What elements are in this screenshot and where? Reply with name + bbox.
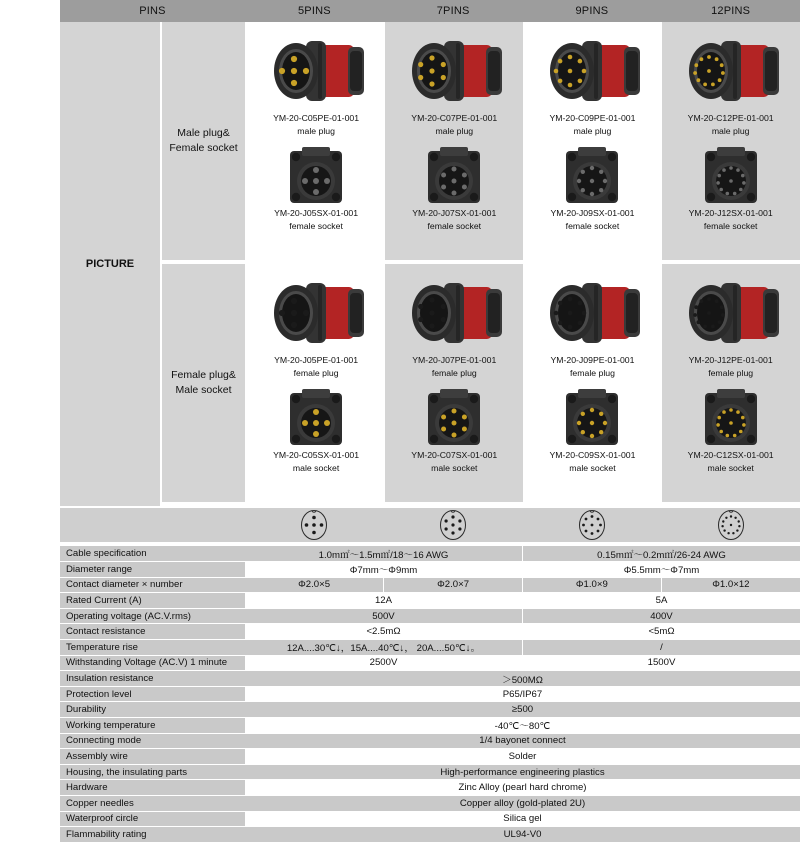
spec-row-value: Φ1.0×12	[661, 577, 800, 593]
product-part-number: YM-20-J12PE-01-001 female plug	[689, 354, 773, 379]
picture-group-label	[162, 264, 245, 502]
picture-section-label: PICTURE	[60, 22, 160, 506]
spec-row-value: 1500V	[523, 655, 800, 671]
spec-row-label: Contact diameter × number	[60, 577, 245, 593]
spec-row	[60, 780, 800, 796]
header-cell-7pins: 7PINS	[384, 0, 523, 22]
spec-row-label: Flammability rating	[60, 827, 245, 843]
connector-socket-image	[414, 387, 494, 449]
spec-row-value: 5A	[523, 593, 800, 609]
spec-row-label: Hardware	[60, 780, 245, 796]
spec-row-label: Protection level	[60, 686, 245, 702]
product-part-number: YM-20-C12PE-01-001 male plug	[688, 112, 774, 137]
spec-row-value: 12A	[245, 593, 523, 609]
spec-row-value: ＞500MΩ	[245, 671, 800, 687]
spec-row	[60, 671, 800, 687]
table-header-row	[60, 0, 800, 22]
spec-row-label: Operating voltage (AC.V.rms)	[60, 608, 245, 624]
picture-group-row	[162, 264, 800, 502]
spec-row-value: <2.5mΩ	[245, 624, 523, 640]
product-kind-label: male plug	[411, 125, 497, 138]
spec-row	[60, 624, 800, 640]
spec-row-value: Φ2.0×7	[384, 577, 523, 593]
spec-row	[60, 796, 800, 812]
spec-row-value: Copper alloy (gold-plated 2U)	[245, 796, 800, 812]
spec-row	[60, 764, 800, 780]
connector-plug-image	[260, 30, 372, 112]
connector-socket-image	[276, 387, 356, 449]
pin-pattern-icon	[523, 509, 662, 541]
picture-group-label	[162, 22, 245, 260]
picture-group-label-line1: Female plug&	[171, 368, 236, 383]
product-kind-label: female plug	[550, 367, 634, 380]
spec-row-label: Connecting mode	[60, 733, 245, 749]
product-part-number: YM-20-J05SX-01-001 female socket	[274, 207, 358, 232]
header-cell-9pins: 9PINS	[523, 0, 662, 22]
spec-row-value: 400V	[523, 608, 800, 624]
spec-row-label: Rated Current (A)	[60, 593, 245, 609]
spec-row-value: Φ7mm～Φ9mm	[245, 562, 523, 578]
product-part-number: YM-20-J07PE-01-001 female plug	[412, 354, 496, 379]
product-cell[interactable]	[385, 264, 523, 502]
product-part-number: YM-20-C05SX-01-001 male socket	[273, 449, 359, 474]
spec-row	[60, 718, 800, 734]
pin-pattern-icon	[384, 509, 523, 541]
spec-row-value: 12A....30℃↓，15A....40℃↓， 20A....50℃↓。	[245, 640, 523, 656]
product-kind-label: male socket	[273, 462, 359, 475]
spec-row	[60, 733, 800, 749]
pin-pattern-row	[60, 508, 800, 542]
product-cell[interactable]	[662, 22, 800, 260]
connector-socket-image	[414, 145, 494, 207]
product-kind-label: male plug	[688, 125, 774, 138]
product-cell[interactable]	[385, 22, 523, 260]
product-kind-label: female socket	[412, 220, 496, 233]
product-kind-label: male socket	[549, 462, 635, 475]
spec-row-label: Durability	[60, 702, 245, 718]
connector-socket-image	[276, 145, 356, 207]
product-cell[interactable]	[247, 22, 385, 260]
spec-row-value: High-performance engineering plastics	[245, 764, 800, 780]
product-part-number: YM-20-C07PE-01-001 male plug	[411, 112, 497, 137]
product-kind-label: male socket	[411, 462, 497, 475]
spec-row-value: ≥500	[245, 702, 800, 718]
product-kind-label: male plug	[549, 125, 635, 138]
spec-row-value: 0.15m㎡～0.2m㎡/26-24 AWG	[523, 546, 800, 562]
spec-row-value: UL94-V0	[245, 827, 800, 843]
picture-group-row	[162, 22, 800, 260]
pin-pattern-icon	[661, 509, 800, 541]
spec-row	[60, 546, 800, 562]
spec-row-label: Temperature rise	[60, 640, 245, 656]
product-part-number: YM-20-C05PE-01-001 male plug	[273, 112, 359, 137]
spec-row-value: Solder	[245, 749, 800, 765]
product-cell[interactable]	[523, 264, 661, 502]
product-kind-label: female plug	[412, 367, 496, 380]
spec-row-value: 500V	[245, 608, 523, 624]
connector-plug-image	[536, 272, 648, 354]
spec-row-value: Φ1.0×9	[523, 577, 662, 593]
spec-row-value: -40℃～80℃	[245, 718, 800, 734]
specification-table-wrap	[0, 545, 800, 843]
product-kind-label: male plug	[273, 125, 359, 138]
spec-row-value: Φ5.5mm～Φ7mm	[523, 562, 800, 578]
connector-plug-image	[675, 30, 787, 112]
picture-group-label-line2: Female socket	[169, 141, 237, 156]
spec-row	[60, 655, 800, 671]
spec-row-label: Cable specification	[60, 546, 245, 562]
spec-row	[60, 577, 800, 593]
picture-section	[60, 22, 800, 506]
spec-row	[60, 562, 800, 578]
spec-row	[60, 686, 800, 702]
connector-socket-image	[691, 145, 771, 207]
product-part-number: YM-20-J05PE-01-001 female plug	[274, 354, 358, 379]
picture-group-label-line2: Male socket	[175, 383, 231, 398]
spec-row-value: Silica gel	[245, 811, 800, 827]
product-cell[interactable]	[523, 22, 661, 260]
product-kind-label: female plug	[689, 367, 773, 380]
spec-row-label: Waterproof circle	[60, 811, 245, 827]
product-part-number: YM-20-J09PE-01-001 female plug	[550, 354, 634, 379]
spec-row-value: <5mΩ	[523, 624, 800, 640]
spec-row-value: /	[523, 640, 800, 656]
header-cell-12pins: 12PINS	[661, 0, 800, 22]
product-cell[interactable]	[247, 264, 385, 502]
spec-row	[60, 827, 800, 843]
spec-row-value: 1/4 bayonet connect	[245, 733, 800, 749]
picture-rows	[162, 22, 800, 506]
product-part-number: YM-20-J07SX-01-001 female socket	[412, 207, 496, 232]
specification-table	[60, 546, 800, 843]
product-part-number: YM-20-C12SX-01-001 male socket	[688, 449, 774, 474]
connector-plug-image	[398, 30, 510, 112]
product-kind-label: female socket	[689, 220, 773, 233]
product-part-number: YM-20-J12SX-01-001 female socket	[689, 207, 773, 232]
product-part-number: YM-20-C07SX-01-001 male socket	[411, 449, 497, 474]
picture-group-label-line1: Male plug&	[177, 126, 230, 141]
connector-socket-image	[552, 145, 632, 207]
spec-row-label: Diameter range	[60, 562, 245, 578]
spec-row-label: Insulation resistance	[60, 671, 245, 687]
connector-socket-image	[691, 387, 771, 449]
spec-row-label: Contact resistance	[60, 624, 245, 640]
spec-row-value: 1.0m㎡～1.5m㎡/18～16 AWG	[245, 546, 523, 562]
spec-row-label: Copper needles	[60, 796, 245, 812]
product-cell[interactable]	[662, 264, 800, 502]
product-kind-label: female plug	[274, 367, 358, 380]
connector-socket-image	[552, 387, 632, 449]
spec-row	[60, 749, 800, 765]
spec-row-label: Assembly wire	[60, 749, 245, 765]
spec-row	[60, 640, 800, 656]
product-kind-label: male socket	[688, 462, 774, 475]
spec-row	[60, 593, 800, 609]
spec-row-label: Withstanding Voltage (AC.V) 1 minute	[60, 655, 245, 671]
connector-plug-image	[260, 272, 372, 354]
spec-row-value: Zinc Alloy (pearl hard chrome)	[245, 780, 800, 796]
header-cell-pins: PINS	[60, 0, 245, 22]
product-part-number: YM-20-J09SX-01-001 female socket	[550, 207, 634, 232]
spec-row	[60, 608, 800, 624]
spec-row-label: Housing, the insulating parts	[60, 764, 245, 780]
product-kind-label: female socket	[550, 220, 634, 233]
product-kind-label: female socket	[274, 220, 358, 233]
spec-row-value: 2500V	[245, 655, 523, 671]
spec-row-label: Working temperature	[60, 718, 245, 734]
spec-row	[60, 811, 800, 827]
spec-row	[60, 702, 800, 718]
connector-plug-image	[398, 272, 510, 354]
connector-plug-image	[536, 30, 648, 112]
header-cell-5pins: 5PINS	[245, 0, 384, 22]
product-part-number: YM-20-C09PE-01-001 male plug	[549, 112, 635, 137]
spec-row-value: Φ2.0×5	[245, 577, 384, 593]
connector-plug-image	[675, 272, 787, 354]
pin-pattern-icon	[245, 509, 384, 541]
product-part-number: YM-20-C09SX-01-001 male socket	[549, 449, 635, 474]
spec-row-value: P65/IP67	[245, 686, 800, 702]
